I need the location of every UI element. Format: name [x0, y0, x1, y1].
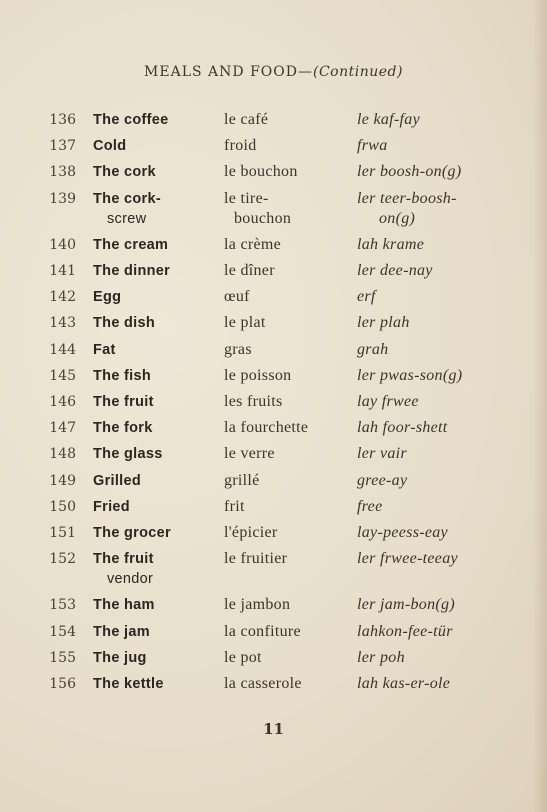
pronunciation [357, 549, 458, 569]
french-term-line: le tire- [224, 189, 269, 207]
entry-number: 147 [49, 420, 76, 437]
english-term [93, 674, 164, 694]
french-term-line: le fruitier [224, 550, 288, 568]
pronunciation [357, 110, 420, 130]
entry-number: 142 [49, 289, 76, 306]
french-term [224, 287, 250, 307]
pronunciation-line: erf [357, 288, 376, 306]
pronunciation-line: ler jam-bon(g) [357, 596, 455, 614]
pronunciation-line: lah foor-shett [357, 419, 448, 437]
pronunciation [357, 418, 448, 438]
pronunciation [357, 189, 457, 229]
french-term-line: la confiture [224, 622, 301, 640]
entry-number: 139 [49, 190, 76, 207]
pronunciation [357, 162, 461, 182]
english-term-line: Fried [93, 498, 130, 515]
entry-number: 138 [49, 164, 76, 181]
english-term-line: The dinner [93, 263, 171, 279]
french-term-line: le jambon [224, 596, 291, 614]
english-term [93, 261, 170, 281]
english-term-line: vendor [107, 571, 154, 588]
french-term-line: le bouchon [224, 163, 298, 181]
french-term [224, 418, 308, 438]
french-term [224, 235, 281, 255]
english-term-line: The fruit [93, 394, 154, 410]
french-term-line: frit [224, 497, 245, 515]
french-term-line: la fourchette [224, 419, 309, 437]
english-term-line: The coffee [93, 112, 169, 128]
pronunciation [357, 235, 424, 255]
french-term [224, 648, 262, 668]
french-term [224, 523, 278, 543]
english-term [93, 648, 147, 668]
pronunciation-line: on(g) [379, 209, 416, 227]
pronunciation [357, 366, 462, 386]
french-term [224, 313, 266, 333]
pronunciation [357, 444, 407, 464]
french-term-line: le pot [224, 648, 262, 666]
french-term [224, 136, 257, 156]
pronunciation [357, 340, 388, 360]
pronunciation [357, 287, 376, 307]
pronunciation-line: ler pwas-son(g) [357, 366, 463, 384]
french-term [224, 162, 298, 182]
english-term [93, 313, 155, 333]
french-term [224, 110, 268, 130]
pronunciation [357, 313, 410, 333]
pronunciation-line: ler frwee-teeay [357, 550, 458, 568]
english-term [93, 189, 161, 229]
english-term-line: screw [107, 210, 147, 227]
english-term-line: The dish [93, 315, 156, 332]
pronunciation-line: lay-peess-eay [357, 524, 448, 541]
english-term-line: The ham [93, 597, 155, 614]
pronunciation-line: lahkon-fee-tür [357, 622, 453, 640]
pronunciation-line: gree-ay [357, 471, 408, 489]
pronunciation-line: frwa [357, 137, 388, 155]
entry-number: 156 [49, 676, 76, 692]
english-term [93, 110, 169, 130]
english-term-line: The grocer [93, 525, 171, 541]
pronunciation-line: le kaf-fay [357, 111, 420, 128]
entry-number: 140 [49, 236, 76, 253]
english-term [93, 340, 116, 360]
english-term [93, 497, 130, 517]
english-term [93, 549, 154, 589]
french-term [224, 471, 260, 491]
pronunciation [357, 648, 405, 668]
pronunciation [357, 471, 407, 491]
english-term [93, 287, 121, 307]
french-term-line: le verre [224, 445, 275, 463]
pronunciation [357, 622, 453, 642]
english-term [93, 235, 168, 255]
french-term [224, 340, 252, 360]
french-term [224, 366, 291, 386]
pronunciation-line: lah kas-er-ole [357, 675, 451, 692]
french-term [224, 392, 283, 412]
english-term-line: The fork [93, 420, 153, 437]
french-term-line: œuf [224, 288, 250, 306]
page-number: 11 [263, 720, 284, 738]
english-term-line: The fruit [93, 551, 154, 568]
french-term [224, 549, 287, 569]
pronunciation-line: ler vair [357, 445, 407, 463]
french-term-line: le dîner [224, 262, 275, 279]
entry-number: 141 [49, 263, 76, 279]
entry-number: 137 [49, 138, 76, 155]
french-term [224, 261, 275, 281]
english-term-line: The cream [93, 236, 169, 253]
french-term [224, 189, 291, 229]
english-term [93, 471, 141, 491]
french-term-line: le café [224, 111, 269, 128]
english-term [93, 366, 151, 386]
french-term-line: gras [224, 340, 252, 358]
entry-number: 152 [49, 551, 76, 568]
entry-number: 146 [49, 394, 76, 410]
french-term-line: le poisson [224, 366, 292, 384]
french-term [224, 622, 301, 642]
pronunciation-line: ler boosh-on(g) [357, 163, 462, 181]
pronunciation-line: ler dee-nay [357, 262, 433, 279]
french-term-line: les fruits [224, 393, 283, 410]
english-term-line: The cork [93, 164, 156, 181]
english-term-line: The glass [93, 446, 163, 463]
entry-number: 148 [49, 446, 76, 463]
english-term-line: The jug [93, 649, 147, 666]
pronunciation [357, 674, 450, 694]
pronunciation-line: lay frwee [357, 393, 419, 410]
entry-number: 155 [49, 649, 76, 666]
english-term [93, 136, 126, 156]
english-term-line: The jam [93, 623, 150, 640]
entry-number: 145 [49, 367, 76, 384]
english-term [93, 418, 153, 438]
entry-number: 150 [49, 498, 76, 515]
pronunciation-line: ler teer-boosh- [357, 189, 457, 207]
english-term-line: The cork- [93, 190, 161, 207]
pronunciation-line: free [357, 497, 383, 515]
english-term [93, 622, 150, 642]
french-term [224, 674, 302, 694]
french-term-line: la crème [224, 235, 282, 253]
english-term [93, 444, 163, 464]
page-heading [0, 64, 547, 80]
french-term-line: froid [224, 137, 257, 155]
pronunciation [357, 595, 455, 615]
entry-number: 154 [49, 623, 76, 640]
french-term [224, 497, 245, 517]
french-term [224, 444, 275, 464]
english-term [93, 595, 155, 615]
entry-number: 144 [49, 341, 76, 358]
pronunciation-line: grah [357, 340, 389, 358]
entry-number: 153 [49, 597, 76, 614]
english-term-line: The fish [93, 367, 151, 384]
pronunciation [357, 497, 382, 517]
english-term-line: The kettle [93, 676, 164, 692]
french-term-line: grillé [224, 471, 260, 489]
pronunciation [357, 261, 433, 281]
pronunciation [357, 523, 448, 543]
heading-title: MEALS AND FOOD— [144, 64, 313, 80]
english-term-line: Cold [93, 138, 127, 155]
french-term [224, 595, 290, 615]
french-term-line: l'épicier [224, 524, 278, 541]
french-term-line: bouchon [234, 209, 292, 227]
heading-continued: (Continued) [312, 64, 403, 80]
pronunciation-line: ler plah [357, 314, 410, 332]
english-term-line: Grilled [93, 472, 142, 489]
entry-number: 143 [49, 315, 76, 332]
entry-number: 151 [49, 525, 76, 541]
english-term-line: Fat [93, 341, 116, 358]
french-term-line: le plat [224, 314, 266, 332]
pronunciation [357, 392, 419, 412]
french-term-line: la casserole [224, 675, 302, 692]
pronunciation-line: ler poh [357, 648, 405, 666]
pronunciation [357, 136, 388, 156]
english-term [93, 392, 154, 412]
pronunciation-line: lah krame [357, 235, 425, 253]
entry-number: 136 [49, 112, 76, 128]
page-edge-shadow [533, 0, 547, 812]
english-term [93, 523, 171, 543]
english-term [93, 162, 156, 182]
entry-number: 149 [49, 472, 76, 489]
english-term-line: Egg [93, 289, 122, 306]
